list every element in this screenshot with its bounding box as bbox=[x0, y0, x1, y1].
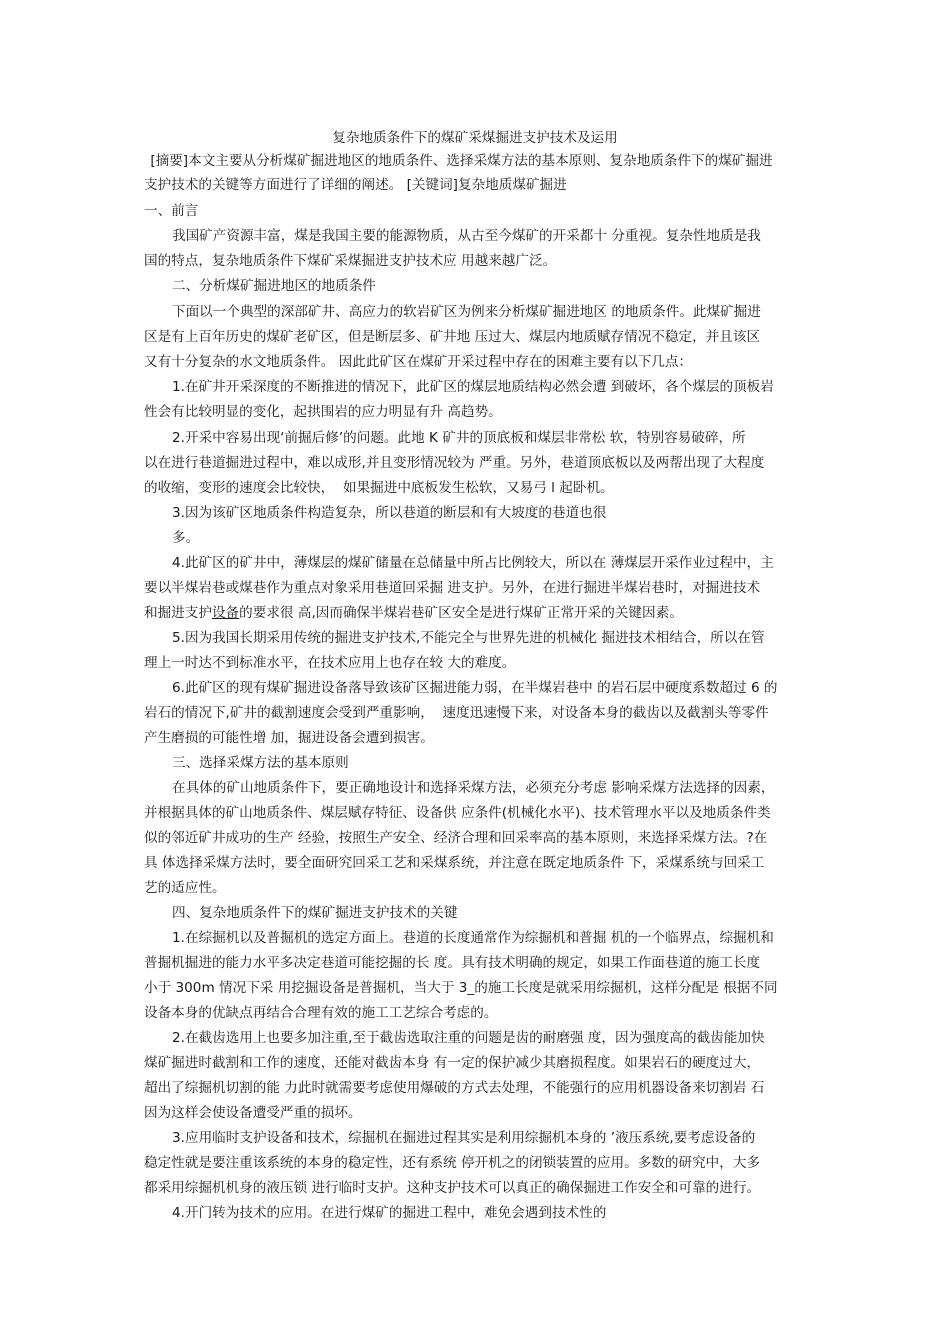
paragraph-line bbox=[144, 603, 683, 623]
abstract-line: [摘要]本文主要从分析煤矿掘进地区的地质条件、选择采煤方法的基本原则、复杂地质条件下的煤矿掘进 bbox=[146, 153, 773, 169]
paragraph-line: 普掘机掘进的能力水平多决定巷道可能挖掘的长 度。具有技术明确的规定，如果工作面巷道的施工长度 bbox=[144, 955, 761, 971]
paragraph-line: 4.此矿区的矿井中，薄煤层的煤矿储量在总储量中所占比例较大，所以在 薄煤层开采作业过程中，主 bbox=[172, 555, 774, 571]
abstract-line: 支护技术的关键等方面进行了详细的阐述。 [关键词]复杂地质煤矿掘进 bbox=[144, 177, 567, 193]
paragraph-line: 岩石的情况下,矿井的截割速度会受到严重影响， 速度迅速慢下来，对设备本身的截齿以及截割头等零件 bbox=[144, 705, 769, 721]
paragraph-line: 理上一时达不到标准水平，在技术应用上也存在较 大的难度。 bbox=[144, 655, 516, 671]
paragraph-line: 设备本身的优缺点再结合合理有效的施工工艺综合考虑的。 bbox=[144, 1005, 498, 1021]
paragraph-line: 都采用综掘机机身的液压锁 进行临时支护。这种支护技术可以真正的确保掘进工作安全和可靠的进行。 bbox=[144, 1180, 761, 1196]
paragraph-line: 多。 bbox=[172, 530, 200, 546]
paragraph-line: 国的特点，复杂地质条件下煤矿采煤掘进支护技术应 用越来越广泛。 bbox=[144, 253, 557, 269]
paragraph-line: 3.因为该矿区地质条件构造复杂，所以巷道的断层和有大坡度的巷道也很 bbox=[172, 505, 607, 521]
paragraph-line: 煤矿掘进时截割和工作的速度，还能对截齿本身 有一定的保护减少其磨损程度。如果岩石的硬度过大， bbox=[144, 1055, 761, 1071]
equipment-link[interactable]: 设备 bbox=[211, 605, 240, 621]
paragraph-line: 稳定性就是要注重该系统的本身的稳定性，还有系统 停开机之的闭锁装置的应用。多数的研究中，大多 bbox=[144, 1155, 761, 1171]
paragraph-line: 5.因为我国长期采用传统的掘进支护技术,不能完全与世界先进的机械化 掘进技术相结合，所以在管 bbox=[172, 630, 765, 646]
paragraph-line: 小于 300m 情况下采 用挖掘设备是普掘机，当大于 3_的施工长度是就采用综掘机，这样分配是 根据不同 bbox=[144, 980, 778, 996]
paragraph-line: 下面以一个典型的深部矿井、高应力的软岩矿区为例来分析煤矿掘进地区 的地质条件。此煤矿掘进 bbox=[172, 304, 761, 320]
paragraph-line: 1.在矿井开采深度的不断推进的情况下，此矿区的煤层地质结构必然会遭 到破坏，各个煤层的顶板岩 bbox=[172, 379, 774, 395]
paragraph-line: 我国矿产资源丰富，煤是我国主要的能源物质，从古至今煤矿的开采都十 分重视。复杂性地质是我 bbox=[172, 228, 761, 244]
paragraph-line: 似的邻近矿井成功的生产 经验，按照生产安全、经济合理和回采率高的基本原则，来选择采煤方法。?在 bbox=[144, 830, 768, 846]
paragraph-line: 在具体的矿山地质条件下，要正确地设计和选择采煤方法，必须充分考虑 影响采煤方法选择的因素， bbox=[172, 780, 775, 796]
paragraph-line: 要以半煤岩巷或煤巷作为重点对象采用巷道回采掘 进支护。另外，在进行掘进半煤岩巷时，对掘进技术 bbox=[144, 580, 761, 596]
paragraph-line: 因为这样会使设备遭受严重的损坏。 bbox=[144, 1105, 362, 1121]
paragraph-line: 产生磨损的可能性增 加，掘进设备会遭到损害。 bbox=[144, 730, 434, 746]
paragraph-line: 4.开门转为技术的应用。在进行煤矿的掘进工程中，难免会遇到技术性的 bbox=[172, 1205, 607, 1221]
paragraph-line: 的收缩，变形的速度会比较快， 如果掘进中底板发生松软，又易弓 l 起卧机。 bbox=[144, 480, 614, 496]
paragraph-line: 1.在综掘机以及普掘机的选定方面上。巷道的长度通常作为综掘机和普掘 机的一个临界点，综掘机和 bbox=[172, 930, 774, 946]
paragraph-line: 又有十分复杂的水文地质条件。 因此此矿区在煤矿开采过程中存在的困难主要有以下几点： bbox=[144, 354, 693, 370]
document-title: 复杂地质条件下的煤矿采煤掘进支护技术及运用 bbox=[332, 130, 618, 146]
section-heading: 四、复杂地质条件下的煤矿掘进支护技术的关键 bbox=[172, 905, 458, 921]
paragraph-line: 2.开采中容易出现‘前掘后修’的问题。此地 K 矿井的顶底板和煤层非常松 软，特别容易破碎，所 bbox=[172, 430, 746, 446]
section-heading: 一、前言 bbox=[144, 203, 199, 219]
paragraph-line: 3.应用临时支护设备和技术，综掘机在掘进过程其实是利用综掘机本身的 ’液压系统,要考虑设备的 bbox=[172, 1130, 756, 1146]
text-run: 的要求很 高,因而确保半煤岩巷矿区安全是进行煤矿正常开采的关键因素。 bbox=[239, 605, 683, 621]
paragraph-line: 以在进行巷道掘进过程中，难以成形,并且变形情况较为 严重。另外，巷道顶底板以及两帮出现了大程度 bbox=[144, 455, 765, 471]
paragraph-line: 艺的适应性。 bbox=[144, 880, 226, 896]
section-heading: 三、选择采煤方法的基本原则 bbox=[172, 755, 349, 771]
paragraph-line: 超出了综掘机切割的能 力此时就需要考虑使用爆破的方式去处理，不能强行的应用机器设备来切割岩 石 bbox=[144, 1080, 765, 1096]
text-run: 和掘进支护 bbox=[144, 605, 212, 621]
paragraph-line: 2.在截齿选用上也要多加注重,至于截齿选取注重的问题是齿的耐磨强 度，因为强度高的截齿能加快 bbox=[172, 1030, 765, 1046]
paragraph-line: 性会有比较明显的变化，起拱围岩的应力明显有升 高趋势。 bbox=[144, 404, 502, 420]
paragraph-line: 并根据具体的矿山地质条件、煤层赋存特征、设备供 应条件(机械化水平)、技术管理水平以及地质条件类 bbox=[144, 805, 771, 821]
paragraph-line: 区是有上百年历史的煤矿老矿区，但是断层多、矿井地 压过大、煤层内地质赋存情况不稳定，并且该区 bbox=[144, 329, 761, 345]
paragraph-line: 具 体选择采煤方法时，要全面研究回采工艺和采煤系统，并注意在既定地质条件 下，采煤系统与回采工 bbox=[144, 855, 765, 871]
section-heading: 二、分析煤矿掘进地区的地质条件 bbox=[172, 278, 376, 294]
paragraph-line: 6.此矿区的现有煤矿掘进设备落导致该矿区掘进能力弱，在半煤岩巷中 的岩石层中硬度系数超过 6 的 bbox=[172, 680, 778, 696]
